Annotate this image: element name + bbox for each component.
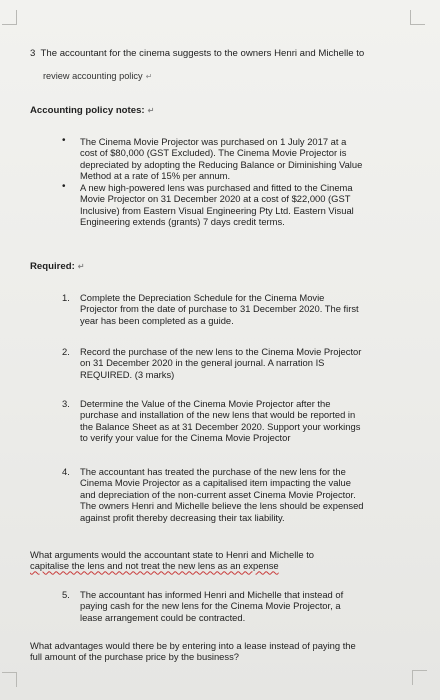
crop-mark-top-right	[410, 10, 425, 25]
policy-note-1	[80, 136, 410, 182]
item-3-line: the Balance Sheet as at 31 December 2020. Support your workings	[80, 420, 361, 432]
policy-heading	[30, 104, 154, 117]
required-item-1	[80, 292, 410, 326]
item-2-line: on 31 December 2020 in the general journal. A narration IS	[80, 357, 325, 369]
item-2-number: 2.	[62, 346, 70, 357]
policy-note-2-line: A new high-powered lens was purchased and fitted to the Cinema	[80, 182, 353, 193]
crop-mark-bottom-left	[2, 672, 17, 687]
item-5-line: lease arrangement could be contracted.	[80, 611, 246, 623]
policy-note-2-line: Movie Projector on 31 December 2020 at a cost of $22,000 (GST	[80, 193, 351, 205]
paragraph-mark: ↵	[145, 72, 153, 81]
item-4-line: The owners Henri and Michelle believe the lens should be expensed	[80, 500, 364, 512]
policy-note-1-line: cost of $80,000 (GST Excluded). The Cinema Movie Projector is	[80, 147, 347, 159]
crop-mark-top-left	[2, 10, 17, 25]
bullet-icon: •	[62, 181, 66, 192]
item-4-number: 4.	[62, 466, 70, 477]
required-item-5	[80, 589, 410, 623]
question-text-line2: review accounting policy	[43, 71, 143, 81]
policy-note-1-line: depreciated by adopting the Reducing Balance or Diminishing Value	[80, 158, 363, 170]
item-1-line: year has been completed as a guide.	[80, 314, 234, 326]
question-number: 3	[30, 48, 36, 59]
item-5-number: 5.	[62, 589, 70, 600]
required-item-4	[80, 466, 410, 523]
question-5-follow	[30, 640, 410, 663]
item-3-line: purchase and installation of the new lens that would be reported in	[80, 409, 356, 421]
item-5-line: paying cash for the new lens for the Cinema Movie Projector, a	[80, 600, 341, 612]
required-heading-text: Required:	[30, 261, 75, 272]
policy-note-1-line: Method at a rate of 15% per annum.	[80, 170, 231, 182]
required-item-2	[80, 346, 410, 380]
item-3-line: to verify your value for the Cinema Movie Projector	[80, 432, 291, 444]
policy-heading-text: Accounting policy notes:	[30, 105, 145, 116]
question-5-follow-line: full amount of the purchase price by the business?	[30, 651, 239, 663]
question-4-follow-line: What arguments would the accountant state to Henri and Michelle to	[30, 549, 315, 560]
item-4-line: The accountant has treated the purchase of the new lens for the	[80, 466, 346, 477]
question-intro-line2	[43, 70, 152, 83]
item-4-line: Cinema Movie Projector as a capitalised item impacting the value	[80, 477, 351, 489]
policy-note-2-line: Inclusive) from Eastern Visual Engineering Pty Ltd. Eastern Visual	[80, 204, 354, 216]
item-4-line: against profit thereby decreasing their tax liability.	[80, 511, 285, 523]
item-5-line: The accountant has informed Henri and Michelle that instead of	[80, 589, 344, 600]
item-1-line: Projector from the date of purchase to 31 December 2020. The first	[80, 303, 359, 315]
paragraph-mark: ↵	[147, 106, 155, 115]
question-5-follow-line: What advantages would there be by entering into a lease instead of paying the	[30, 640, 356, 651]
item-2-line: REQUIRED. (3 marks)	[80, 368, 175, 380]
crop-mark-bottom-right	[412, 670, 427, 685]
item-4-line: and depreciation of the non-current asset Cinema Movie Projector.	[80, 488, 356, 500]
item-1-line: Complete the Depreciation Schedule for the Cinema Movie	[80, 292, 325, 303]
question-text-line1: The accountant for the cinema suggests to the owners Henri and Michelle to	[40, 48, 365, 59]
question-4-follow	[30, 549, 410, 572]
question-intro-line1	[30, 47, 364, 60]
item-1-number: 1.	[62, 292, 70, 303]
paragraph-mark: ↵	[77, 262, 85, 271]
required-heading	[30, 260, 84, 273]
bullet-icon: •	[62, 135, 66, 146]
item-3-line: Determine the Value of the Cinema Movie Projector after the	[80, 398, 331, 409]
policy-note-2-line: Engineering extends (grants) 7 days credit terms.	[80, 216, 285, 228]
policy-note-1-line: The Cinema Movie Projector was purchased on 1 July 2017 at a	[80, 136, 347, 147]
question-4-follow-line: capitalise the lens and not treat the new lens as an expense	[30, 560, 279, 572]
policy-note-2	[80, 182, 410, 228]
required-item-3	[80, 398, 410, 444]
item-3-number: 3.	[62, 398, 70, 409]
item-2-line: Record the purchase of the new lens to the Cinema Movie Projector	[80, 346, 362, 357]
